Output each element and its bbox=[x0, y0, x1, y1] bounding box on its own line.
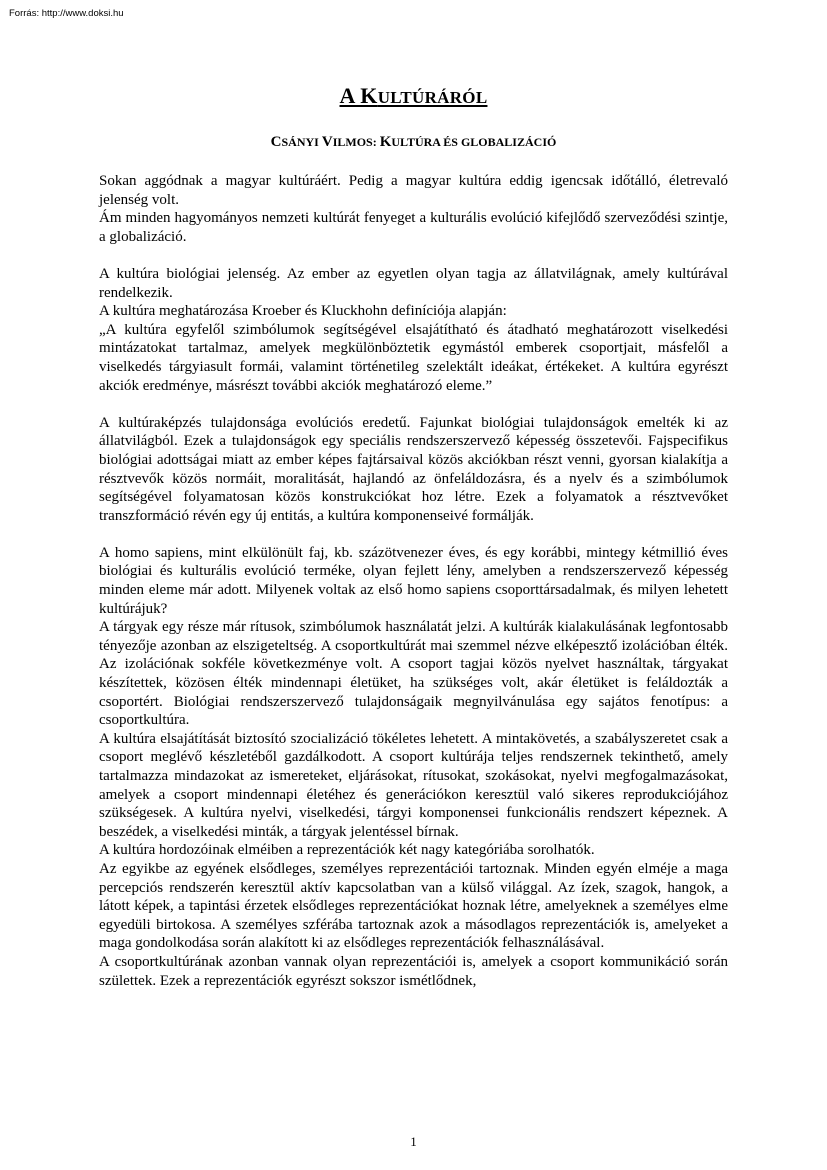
document-title: A KULTÚRÁRÓL bbox=[339, 83, 488, 108]
paragraph: A homo sapiens, mint elkülönült faj, kb. százötvenezer éves, és egy korábbi, mintegy kétmillió éves biológiai és kulturális evolúció terméke, olyan fejlett lény, amelyben a rendszerszervező képesség minden eleme már adott. Milyenek voltak az első homo sapiens csoporttársadalmak, és milyen lehetett kultúrájuk? bbox=[99, 544, 728, 617]
paragraph: A kultúraképzés tulajdonsága evolúciós eredetű. Fajunkat biológiai tulajdonságok emelték ki az állatvilágból. Ezek a tulajdonságok egy speciális rendszerszervező képesség összetevői. Fajspecifikus biológiai adottságai miatt az ember képes fajtársaival közös akciókban részt venni, gyorsan kialakítja a résztvevők közös normáit, moralitását, hajlandó az önfeláldozásra, és a nyelv és a szimbólumok segítségével folyamatosan közös konstrukciókat hoz létre. Ezek a folyamatok a résztvevőket transzformáció révén egy új entitás, a kultúra komponenseivé formálják. bbox=[99, 414, 728, 524]
document-subtitle: CSÁNYI VILMOS: KULTÚRA ÉS GLOBALIZÁCIÓ bbox=[270, 134, 557, 150]
paragraph: A kultúra elsajátítását biztosító szocializáció tökéletes lehetett. A mintakövetés, a szabályszeretet csak a csoport meglévő készletéből gazdálkodott. A csoport kultúrája teljes rendszernek tekinthető, amely tartalmazza mindazokat az ismereteket, eljárásokat, rítusokat, szokásokat, nyelvi megfogalmazásokat, amelyek a csoport mindennapi életéhez és generációkon keresztül való sikeres reprodukciójához szükségesek. A kultúra nyelvi, viselkedési, tárgyi komponensei funkcionális rendszert képeznek. A beszédek, a viselkedési minták, a tárgyak jelentéssel bírnak. bbox=[99, 730, 728, 840]
paragraph: Ám minden hagyományos nemzeti kultúrát fenyeget a kulturális evolúció kifejlődő szerveződési szintje, a globalizáció. bbox=[99, 210, 728, 245]
paragraph: „A kultúra egyfelől szimbólumok segítségével elsajátítható és átadható meghatározott viselkedési mintázatokat tartalmaz, amelyek megkülönböztetik egymástól emberek csoportjait, másfelől a viselkedés tárgyiasult formái, valamint történetileg szelektált ideákat, értékeket. A kultúra egyrészt akciók eredménye, másrészt további akciók meghatározó eleme.” bbox=[99, 321, 728, 394]
paragraph: Sokan aggódnak a magyar kultúráért. Pedig a magyar kultúra eddig igencsak időtálló, életrevaló jelenség volt. bbox=[99, 173, 728, 208]
paragraph: A tárgyak egy része már rítusok, szimbólumok használatát jelzi. A kultúrák kialakulásának legfontosabb tényezője azonban az elszigeteltség. A csoportkultúrát mai szemmel nézve elképesztő izolációban élték. Az izolációnak sokféle következménye volt. A csoport tagjai közös nyelvet használtak, tárgyakat készítettek, közösen élték mindennapi életüket, ha szükséges volt, akár életüket is feláldozták a csoportért. Biológiai rendszerszervező tulajdonságaik megnyilvánulása egy sajátos fenotípus: a csoportkultúra. bbox=[99, 619, 728, 729]
paragraph: A kultúra hordozóinak elméiben a reprezentációk két nagy kategóriába sorolhatók. bbox=[99, 842, 595, 859]
paragraph-gap bbox=[99, 246, 728, 265]
paragraph: Az egyikbe az egyének elsődleges, személyes reprezentációi tartoznak. Minden egyén elméje a maga percepciós rendszerén keresztül aktív kapcsolatban van a külső világgal. Az ízek, szagok, hangok, a látott képek, a tapintási érzetek elsődleges reprezentációkat hoznak létre, amelyeknek a személyes elme egyedüli birtokosa. A személyes szférába tartoznak azok a másodlagos reprezentációk is, amelyeket a maga gondolkodása során alakított ki az elsődleges reprezentációk felhasználásával. bbox=[99, 860, 728, 952]
document-body bbox=[99, 172, 728, 990]
page-number: 1 bbox=[410, 1134, 417, 1149]
paragraph-gap bbox=[99, 525, 728, 544]
paragraph: A kultúra meghatározása Kroeber és Kluckhohn definíciója alapján: bbox=[99, 303, 507, 320]
paragraph: A csoportkultúrának azonban vannak olyan reprezentációi is, amelyek a csoport kommunikáció során születtek. Ezek a reprezentációk egyrészt sokszor ismétlődnek, bbox=[99, 953, 728, 989]
paragraph: A kultúra biológiai jelenség. Az ember az egyetlen olyan tagja az állatvilágnak, amely kultúrával rendelkezik. bbox=[99, 265, 728, 301]
paragraph-gap bbox=[99, 395, 728, 414]
source-header: Forrás: http://www.doksi.hu bbox=[9, 8, 124, 19]
